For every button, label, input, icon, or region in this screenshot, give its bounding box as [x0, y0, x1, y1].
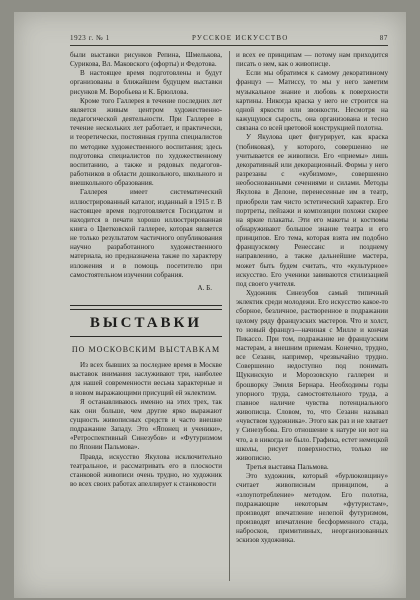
left-column: [70, 51, 222, 489]
section-title: ВЫСТАВКИ: [89, 315, 203, 332]
paragraph: В настоящее время подготовлены и будут организованы в ближайшем будущем выставки рисунков М. Воробьева и К. Брюллова.: [70, 69, 222, 96]
subsection-title: ПО МОСКОВСКИМ ВЫСТАВКАМ: [71, 345, 221, 355]
signature: А. Б.: [197, 283, 212, 292]
column-divider: [229, 51, 230, 581]
paragraph: Я останавливаюсь именно на этих трех, так как они больше, чем другие ярко выражают сущность живописных средств и часто внешне подражание Западу. Это «Японец и ученики», «Ретроспективный Синезубов» и «Футуризмом по Японии Пальмова».: [70, 397, 222, 452]
issue-label: 1923 г. № 1: [70, 34, 110, 42]
section-rule: [70, 305, 222, 310]
paragraph: У Якулова цвет фигурирует, как краска (тюбиковая), у которого, совершенно не учитывается ее живописи. Его «приемы» лишь декоративный или декорационный. Формы у него разрезаны с «кубизмом», совершенно необоснованными сечениями и силами. Методы Якулова в Делоне, перенесенные им в театр, приобрели там чисто эстетический характер. Его портреты, пейзажи и композиции похожи скорее на яркие плакаты. Эти его макеты и костюмы обнаруживают большое знание театра и его принципов. Его тема, которая взята им подобно французскому Ренессанс и позднему направлению, а также дальнейшие мастера, может быть будем считать, что «культурное» искусство. Его ученики завиваются стилизацией под своего учителя.: [236, 133, 388, 288]
paragraph: Галлерея имеет систематический иллюстрированный каталог, изданный в 1915 г. В настоящее время подготовляется Госиздатом и находится в печати хорошо иллюстрированная книга о Цветковской галлерее, которая является не только результатом частичного опубликования научно разработанного художественного материала, но предназначена также по характеру изложения и в помощь посетителю при самостоятельном изучении собрания.: [70, 188, 222, 279]
paragraph: были выставки рисунков Репина, Шмелькова, Сурикова, Вл. Маковского (офорты) и Федотова.: [70, 51, 222, 69]
paragraph: Если мы обратимся к самому декоративному француз — Матиссу, то мы у него заметим музыкальное знание и любовь к поверхности картины. Никогда краска у него не строится на одной яркости или звонкости. Несмотря на кажущуюся сырость, она организована и тесно связана со всей цветовой конструкцией полотна.: [236, 69, 388, 133]
paragraph: и всех ее принципам — потому нам приходится писать о нем, как о живописце.: [236, 51, 388, 69]
paragraph: Правда, искусство Якулова исключительно театральное, и рассматривать его в плоскости станковой живописи очень трудно, но художник во всех своих работах апеллирует к станковости: [70, 452, 222, 489]
paragraph: Художник Синезубов самый типичный эклектик среди молодежи. Его искусство какое-то сборное, безличное, растворенное в подражании целому ряду французских мастеров. Что и холст, то новый француз—начиная с Милле и кончая Пикассо. При том, подражание не французским мастерам, а внешним приемам. Конечно, трудно, все Сезанн, например, чрезвычайно трудно. Совершенно недоступно под понимать Щукинскую и Морозовскую галлереи и брошюрку Эмиля Бернара. Необходимы годы упорного труда, самостоятельного труда, а главное наличие чувства потенциального живописца. Словом, то, что Сезанн называл «чувством художника». Этого как раз и не хватает у Синезубова. Его отношение к натуре ни вот на что, а в никогда не было. Графика, естет немецкой школы, рисует поверхностно, только не живописно.: [236, 289, 388, 462]
section-subrule: [70, 336, 222, 337]
paragraph: Кроме того Галлерея в течение последних лет является живым центром художественно-педагогической деятельности. При Галлерее в течение нескольких лет работает, и практически, и теоретически, постоянная группа специалистов по методике художественного воспитания; здесь подготовка специалистов по художественному воспитанию, а также и рядовых педагогов-работников в области дошкольного, школьного и внешкольного образования.: [70, 96, 222, 188]
journal-title: РУССКОЕ ИСКУССТВО: [192, 34, 289, 42]
header-rule: [70, 45, 388, 46]
page-number: 87: [379, 34, 388, 42]
right-column: [236, 51, 388, 545]
paragraph: Из всех бывших за последнее время в Москве выставок внимания заслуживают три, наиболее для нашей современности весьма характерные и в новом выражающими присущий ей эклектизм.: [70, 361, 222, 397]
paragraph: Третья выставка Пальмова.: [246, 463, 329, 472]
paragraph: Это художник, который «бурлюковщину» считает живописным принципом, а «злоупотребление» методом. Его полотна, подражающие некоторым «футуристам», производят впечатление нелепой футуризмом, производят впечатление бесформенного стада, набросков, примитивных, неорганизованных эскизов художника.: [236, 472, 388, 545]
